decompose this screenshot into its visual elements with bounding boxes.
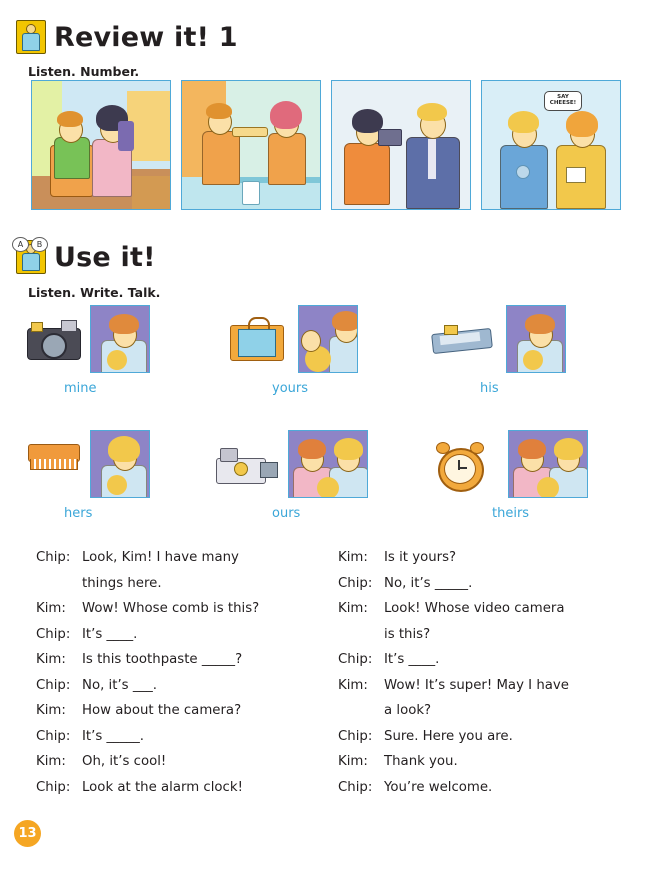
scene-arm-reaching — [232, 127, 268, 137]
use-it-item-hers[interactable] — [20, 430, 150, 525]
use-it-item-yours[interactable] — [228, 305, 358, 400]
speaker: Chip: — [338, 575, 373, 591]
scene-girl-hair — [270, 101, 302, 129]
item-word: his — [480, 381, 499, 396]
speech-text-continued: is this? — [384, 626, 431, 642]
item-photo — [288, 430, 368, 498]
speech-text: It’s ____. — [82, 626, 138, 642]
dialogue-line — [338, 596, 638, 622]
item-word: mine — [64, 381, 97, 396]
dialogue-line — [338, 571, 638, 597]
comb-icon — [28, 444, 80, 474]
dialogue-line — [338, 724, 638, 750]
scene-woman-arm — [118, 121, 134, 151]
scene-book — [566, 167, 586, 183]
dialogue-line — [36, 622, 336, 648]
item-word: ours — [272, 506, 301, 521]
scene-boy-hair — [206, 103, 232, 119]
alarm-clock-icon — [434, 440, 484, 488]
pencil-case-icon — [428, 327, 494, 355]
scene-girl-hair — [566, 111, 598, 137]
speaker: Kim: — [36, 601, 66, 616]
item-photo — [506, 305, 566, 373]
item-photo — [298, 305, 358, 373]
speech-text: Wow! It’s super! May I have — [384, 677, 569, 693]
speaker: Kim: — [338, 550, 368, 565]
section-header-review — [16, 20, 238, 54]
speech-text: Thank you. — [384, 754, 458, 769]
dialogue-line — [338, 749, 638, 775]
speaker: Chip: — [338, 652, 373, 667]
dialogue-line — [338, 673, 638, 699]
speaker: Kim: — [36, 754, 66, 769]
item-photo — [90, 305, 150, 373]
item-word: theirs — [492, 506, 530, 521]
scene-man-shirt — [428, 139, 436, 179]
speech-text: Look! Whose video camera — [384, 601, 565, 616]
speaker: Chip: — [36, 779, 71, 795]
dialogue-line — [338, 647, 638, 673]
speaker: Kim: — [338, 601, 368, 616]
instruction-listen-write-talk: Listen. Write. Talk. — [28, 285, 161, 300]
book-person-icon — [16, 20, 46, 54]
dialogue-line — [36, 647, 336, 673]
review-picture-3[interactable] — [331, 80, 471, 210]
dialogue-line — [338, 775, 638, 801]
speaker: Chip: — [36, 677, 71, 693]
speech-text-continued: a look? — [384, 703, 432, 718]
speaker: Kim: — [36, 703, 66, 718]
speaker: Chip: — [338, 728, 373, 744]
scene-table — [132, 176, 171, 210]
use-it-item-his[interactable] — [436, 305, 566, 400]
item-word: hers — [64, 506, 93, 521]
speech-text: Wow! Whose comb is this? — [82, 601, 260, 616]
camera-icon — [25, 318, 81, 360]
scene-boy-body — [54, 137, 90, 179]
item-photo — [90, 430, 150, 498]
review-picture-1[interactable] — [31, 80, 171, 210]
speaker: Chip: — [338, 779, 373, 795]
section-title: Review it! 1 — [54, 21, 238, 53]
scene-toothpaste — [242, 181, 260, 205]
speech-text: Is it yours? — [384, 550, 457, 565]
use-it-item-theirs[interactable] — [428, 430, 588, 525]
review-picture-2[interactable] — [181, 80, 321, 210]
speaker: Kim: — [36, 652, 66, 667]
section-title: Use it! — [54, 241, 156, 273]
scene-boy-body — [202, 131, 240, 185]
scene-boy-hair — [57, 111, 83, 127]
speech-text: You’re welcome. — [384, 779, 493, 795]
item-word: yours — [272, 381, 309, 396]
scene-girl-body — [268, 133, 306, 185]
speaker: Kim: — [338, 677, 368, 693]
scene-man-hair — [417, 103, 447, 121]
use-it-item-mine[interactable] — [20, 305, 150, 400]
speech-text-continued: things here. — [82, 575, 162, 591]
scene-boy-body — [344, 143, 390, 205]
lunchbox-icon — [228, 317, 284, 361]
review-picture-4[interactable] — [481, 80, 621, 210]
speaker: Kim: — [338, 754, 368, 769]
scene-camera — [378, 129, 402, 146]
dialogue-line — [338, 545, 638, 571]
speaker: Chip: — [36, 728, 71, 744]
speech-text: Look at the alarm clock! — [82, 779, 243, 795]
scene-boy-hair — [508, 111, 539, 133]
section-header-useit — [16, 240, 156, 274]
speech-text: Oh, it’s cool! — [82, 754, 167, 769]
speech-bubble: SAY CHEESE! — [544, 91, 582, 111]
dialogue-left-column — [36, 545, 336, 800]
dialogue-line — [36, 749, 336, 775]
speech-text: How about the camera? — [82, 703, 242, 718]
speaker: Chip: — [36, 550, 71, 565]
dialogue-line — [36, 775, 336, 801]
speech-text: No, it’s ___. — [82, 677, 157, 693]
instruction-listen-number: Listen. Number. — [28, 64, 140, 79]
speaker: Chip: — [36, 626, 71, 642]
speech-text: No, it’s _____. — [384, 575, 473, 591]
speech-text: Look, Kim! I have many — [82, 550, 239, 565]
book-person-ab-icon — [16, 240, 46, 274]
dialogue-line — [36, 596, 336, 622]
dialogue-line — [36, 545, 336, 571]
dialogue-right-column — [338, 545, 638, 800]
dialogue-line — [36, 673, 336, 699]
dialogue-line — [36, 698, 336, 724]
dialogue-line — [36, 724, 336, 750]
item-photo — [508, 430, 588, 498]
speech-text: Sure. Here you are. — [384, 728, 513, 744]
badge-b: B — [31, 237, 48, 252]
use-it-item-ours[interactable] — [208, 430, 368, 525]
scene-badge — [516, 165, 530, 179]
speech-text: Is this toothpaste _____? — [82, 652, 243, 667]
badge-a: A — [12, 237, 29, 252]
speech-text: It’s _____. — [82, 728, 144, 744]
video-camera-icon — [208, 448, 280, 488]
speech-text: It’s ____. — [384, 652, 440, 667]
page-number: 13 — [14, 820, 41, 847]
